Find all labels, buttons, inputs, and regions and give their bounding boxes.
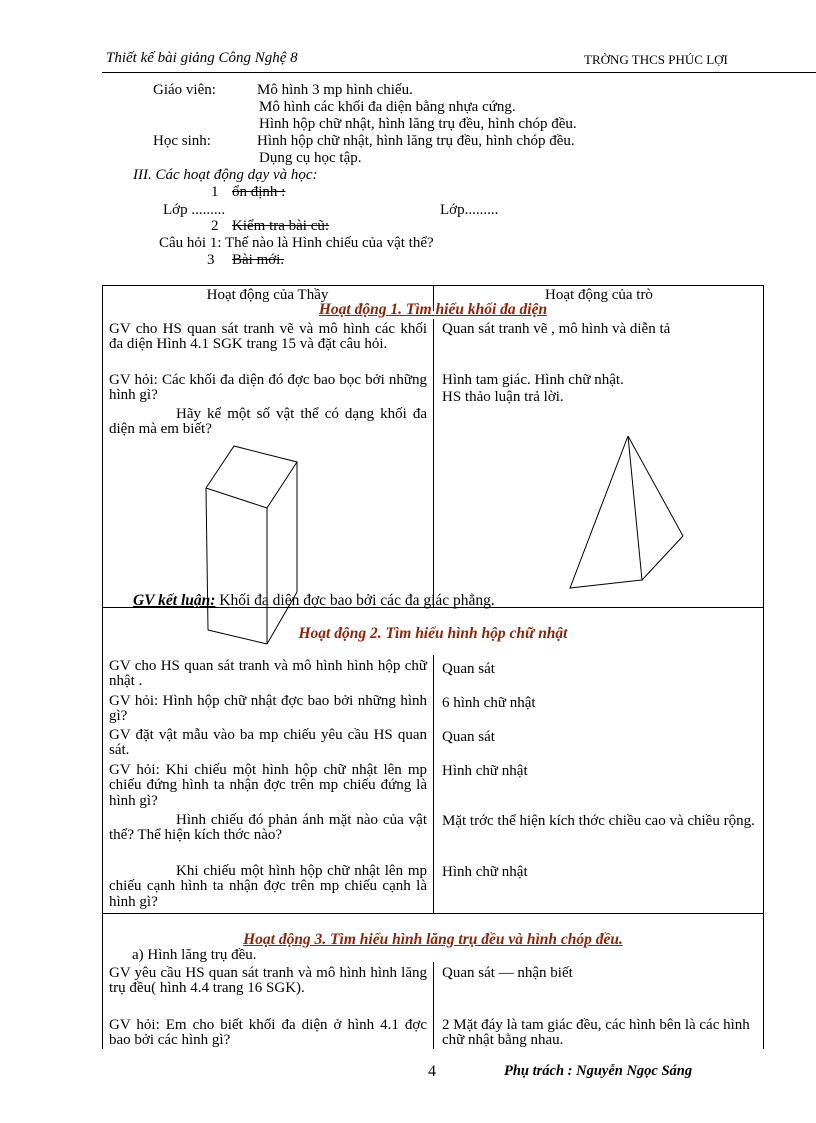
col-header-teacher: Hoạt động của Thầy bbox=[206, 287, 329, 303]
act2-teacher-text: Khi chiếu một hình hộp chữ nhật lên mp chiếu cạnh hình ta nhận đợc trên mp chiếu cạnh là hình gì? bbox=[109, 863, 427, 910]
act1-teacher-text: GV cho HS quan sát tranh vẽ và mô hình các khối đa diện Hình 4.1 SGK trang 15 và đặt câu hỏi. bbox=[109, 321, 427, 353]
act1-conclusion bbox=[133, 593, 495, 609]
teacher-label: Giáo viên: bbox=[153, 82, 216, 98]
step-number: 2 bbox=[211, 218, 219, 234]
conclusion-label: GV kết luận: bbox=[133, 592, 216, 609]
act1-teacher-text: Hãy kể một số vật thể có dạng khối đa diện mà em biết? bbox=[109, 406, 427, 438]
act3-subheading: a) Hình lăng trụ đều. bbox=[132, 947, 257, 963]
row-divider bbox=[102, 913, 764, 914]
act2-teacher-text: GV đặt vật mẫu vào ba mp chiếu yêu cầu HS quan sát. bbox=[109, 727, 427, 759]
act2-teacher-text: GV cho HS quan sát tranh và mô hình hình hộp chữ nhật . bbox=[109, 658, 427, 690]
page-number: 4 bbox=[428, 1063, 436, 1080]
activity-3-title: Hoạt động 3. Tìm hiểu hình lăng trụ đều và hình chóp đều. bbox=[243, 931, 623, 948]
student-item: Hình hộp chữ nhật, hình lăng trụ đều, hình chóp đều. bbox=[257, 133, 575, 149]
act1-student-text: Hình tam giác. Hình chữ nhật. bbox=[442, 372, 624, 388]
header-rule bbox=[102, 72, 816, 73]
activity-1-title: Hoạt động 1. Tìm hiểu khối đa diện bbox=[318, 301, 548, 318]
student-item: Dụng cụ học tập. bbox=[259, 150, 362, 166]
header-left: Thiết kế bài giảng Công Nghệ 8 bbox=[106, 50, 298, 66]
act2-student-text: Mặt trớc thể hiện kích thớc chiều cao và chiều rộng. bbox=[442, 813, 755, 829]
class-right: Lớp......... bbox=[440, 202, 499, 218]
act1-student-text: HS thảo luận trả lời. bbox=[442, 389, 564, 405]
act2-student-text: Hình chữ nhật bbox=[442, 763, 528, 779]
act2-teacher-text: GV hỏi: Hình hộp chữ nhật đợc bao bởi những hình gì? bbox=[109, 693, 427, 725]
step-label: Kiểm tra bài cũ: bbox=[232, 218, 330, 234]
section-title: III. Các hoạt động dạy và học: bbox=[133, 167, 318, 183]
act2-student-text: Quan sát bbox=[442, 661, 495, 677]
act3-student-text: Quan sát — nhận biết bbox=[442, 965, 573, 981]
footer-author: Phụ trách : Nguyễn Ngọc Sáng bbox=[504, 1063, 693, 1079]
act1-student-text: Quan sát tranh vẽ , mô hình và diễn tả bbox=[442, 321, 671, 337]
act2-teacher-text: GV hỏi: Khi chiếu một hình hộp chữ nhật lên mp chiếu đứng hình ta nhận đợc trên mp chiếu đứng là hình gì? bbox=[109, 762, 427, 809]
col-divider bbox=[433, 962, 434, 1049]
step-number: 1 bbox=[211, 184, 219, 200]
step-label: Bài mới. bbox=[232, 252, 285, 268]
act3-teacher-text: GV hỏi: Em cho biết khối đa diện ở hình 4.1 đợc bao bởi các hình gì? bbox=[109, 1017, 427, 1049]
pyramid-drawing bbox=[562, 430, 692, 595]
header-right: TRỜNG THCS PHÚC LỢI bbox=[584, 52, 728, 67]
col-divider bbox=[433, 319, 434, 607]
class-left: Lớp ......... bbox=[163, 202, 226, 218]
act3-teacher-text: GV yêu cầu HS quan sát tranh và mô hình hình lăng trụ đều( hình 4.4 trang 16 SGK). bbox=[109, 965, 427, 997]
act2-student-text: Hình chữ nhật bbox=[442, 864, 528, 880]
box-drawing bbox=[190, 440, 310, 650]
act2-teacher-text: Hình chiếu đó phản ánh mặt nào của vật thể? Thể hiện kích thớc nào? bbox=[109, 812, 427, 844]
act2-student-text: Quan sát bbox=[442, 729, 495, 745]
student-label: Học sinh: bbox=[153, 133, 211, 149]
step-label: ổn định : bbox=[232, 184, 286, 200]
step-number: 3 bbox=[207, 252, 215, 268]
act1-teacher-text: GV hỏi: Các khối đa diện đó đợc bao bọc bởi những hình gì? bbox=[109, 372, 427, 404]
col-divider bbox=[433, 655, 434, 913]
act2-student-text: 6 hình chữ nhật bbox=[442, 695, 536, 711]
col-header-student: Hoạt động của trò bbox=[545, 287, 653, 303]
teacher-item: Hình hộp chữ nhật, hình lăng trụ đều, hình chóp đều. bbox=[259, 116, 577, 132]
activity-2-title: Hoạt động 2. Tìm hiểu hình hộp chữ nhật bbox=[298, 625, 568, 642]
act3-student-text: 2 Mặt đáy là tam giác đều, các hình bên là các hình chữ nhật bằng nhau. bbox=[442, 1017, 750, 1049]
teacher-item: Mô hình các khối đa diện bằng nhựa cứng. bbox=[259, 99, 516, 115]
conclusion-text: Khối đa diện đợc bao bởi các đa giác phẳng. bbox=[215, 592, 495, 609]
question: Câu hỏi 1: Thế nào là Hình chiếu của vật thể? bbox=[159, 235, 434, 251]
teacher-item: Mô hình 3 mp hình chiếu. bbox=[257, 82, 413, 98]
